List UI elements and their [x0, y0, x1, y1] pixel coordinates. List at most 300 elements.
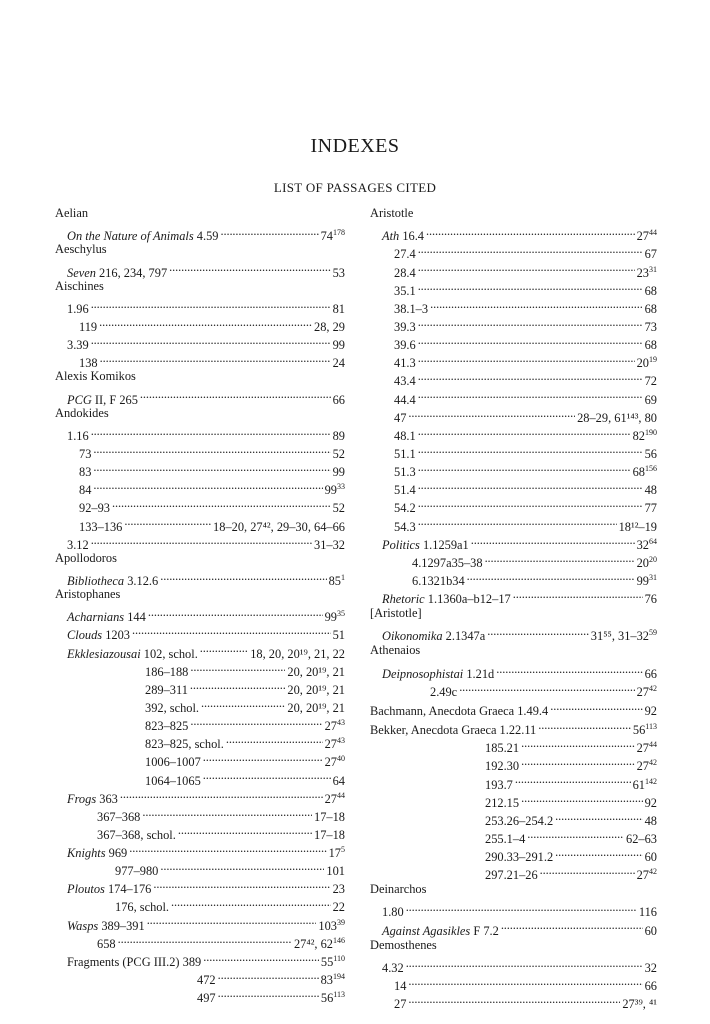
- entry-locus: 392, schol.: [145, 700, 200, 715]
- page-ref: [331, 772, 345, 790]
- entry-label: [67, 790, 120, 808]
- page-ref: [331, 898, 345, 916]
- page-ref: [631, 721, 657, 739]
- work-title: Clouds: [67, 628, 103, 643]
- page-ref: [643, 391, 657, 409]
- entry-locus: 41.3: [394, 356, 416, 371]
- entry-label: [394, 445, 418, 463]
- page-number: 20, 20¹⁹, 21: [287, 700, 345, 715]
- page-ref: [331, 499, 345, 517]
- page-number: 27: [324, 737, 337, 752]
- entry-label: [394, 372, 418, 390]
- page-number: 68: [644, 301, 657, 316]
- leader-dots: [459, 678, 634, 696]
- leader-dots: [418, 349, 635, 367]
- work-title: Acharnians: [67, 610, 125, 625]
- footnote-ref: 64: [649, 536, 657, 546]
- index-entry: [55, 422, 345, 443]
- leader-dots: [218, 966, 319, 984]
- entry-locus: 186–188: [145, 664, 189, 679]
- index-entry: [370, 404, 657, 425]
- leader-dots: [408, 972, 642, 990]
- footnote-ref: 35: [337, 609, 345, 619]
- page-ref: [635, 554, 657, 572]
- entry-locus: 1.1360a–b12–17: [424, 592, 511, 607]
- page-ref: [331, 626, 345, 644]
- page-number: 32: [644, 960, 657, 975]
- page-number: 20: [636, 555, 649, 570]
- leader-dots: [538, 716, 631, 734]
- author-name: Alexis Komikos: [55, 369, 136, 384]
- leader-dots: [226, 730, 323, 748]
- leader-dots: [527, 825, 624, 843]
- entry-locus: 216, 234, 797: [95, 265, 168, 280]
- index-entry: [55, 911, 345, 933]
- leader-dots: [203, 948, 319, 966]
- entry-locus: 51.3: [394, 465, 416, 480]
- entry-label: [79, 463, 93, 481]
- entry-locus: 472: [197, 973, 216, 988]
- leader-dots: [521, 752, 635, 770]
- page-number: 18¹²–19: [618, 519, 657, 534]
- index-entry: [370, 972, 657, 994]
- page-number: 20, 20¹⁹, 21: [287, 664, 345, 679]
- page-ref: [643, 922, 657, 940]
- entry-label: [394, 318, 418, 336]
- index-entry: [55, 331, 345, 353]
- page-number: 17–18: [314, 809, 345, 824]
- page-number: 51: [332, 628, 345, 643]
- footnote-ref: 42: [649, 867, 657, 877]
- entry-locus: 2.1347a: [442, 629, 486, 644]
- entry-locus: 297.21–26: [485, 868, 538, 883]
- leader-dots: [406, 898, 637, 916]
- leader-dots: [418, 476, 643, 494]
- leader-dots: [418, 240, 643, 258]
- footnote-ref: 113: [333, 990, 345, 1000]
- page-ref: [643, 977, 657, 995]
- page-number: 99: [636, 573, 649, 588]
- leader-dots: [190, 712, 322, 730]
- page-number: 69: [644, 392, 657, 407]
- entry-locus: 44.4: [394, 392, 416, 407]
- page-number: 66: [644, 666, 657, 681]
- leader-dots: [190, 676, 285, 694]
- footnote-ref: 31: [649, 264, 657, 274]
- page-number: 23: [636, 265, 649, 280]
- entry-locus: 185.21: [485, 741, 520, 756]
- entry-label: [145, 681, 190, 699]
- leader-dots: [418, 331, 643, 349]
- leader-dots: [142, 803, 312, 821]
- page-ref: [331, 463, 345, 481]
- entry-label: [394, 354, 418, 372]
- page-ref: [643, 848, 657, 866]
- leader-dots: [100, 349, 331, 367]
- entry-locus: Bachmann, Anecdota Graeca 1.49.4: [370, 703, 549, 718]
- leader-dots: [418, 367, 643, 385]
- leader-dots: [418, 313, 643, 331]
- entry-label: [394, 481, 418, 499]
- leader-dots: [148, 603, 323, 621]
- leader-dots: [418, 458, 631, 476]
- page-ref: [331, 880, 345, 898]
- leader-dots: [112, 494, 331, 512]
- footnote-ref: 33: [337, 482, 345, 492]
- page-ref: [331, 354, 345, 372]
- page-number: 53: [332, 265, 345, 280]
- page-number: 48: [644, 813, 657, 828]
- index-entry: [55, 313, 345, 334]
- author-name: Athenaios: [370, 643, 421, 658]
- leader-dots: [540, 861, 635, 879]
- work-title: Deipnosophistai: [382, 666, 464, 681]
- index-author: [370, 604, 657, 622]
- entry-locus: 27.4: [394, 247, 416, 262]
- entry-locus: 39.6: [394, 338, 416, 353]
- entry-label: [394, 518, 418, 536]
- page-number: 64: [332, 773, 345, 788]
- entry-locus: 389–391: [98, 918, 145, 933]
- entry-label: [67, 953, 203, 971]
- entry-locus: 367–368, schol.: [97, 827, 176, 842]
- leader-dots: [550, 697, 642, 715]
- footnote-ref: 40: [337, 754, 345, 764]
- left-column: [55, 204, 345, 1006]
- entry-label: [145, 717, 190, 735]
- footnote-ref: 110: [333, 953, 345, 963]
- page-number: 61: [632, 777, 645, 792]
- entry-locus: 367–368: [97, 809, 141, 824]
- page-number: 31⁵⁵, 31–32: [590, 629, 649, 644]
- index-entry: [55, 295, 345, 316]
- entry-locus: 73: [79, 446, 92, 461]
- leader-dots: [418, 440, 643, 458]
- author-name: Aischines: [55, 278, 104, 293]
- leader-dots: [129, 839, 326, 857]
- author-name: Aelian: [55, 206, 89, 220]
- leader-dots: [485, 549, 635, 567]
- leader-dots: [418, 494, 643, 512]
- leader-dots: [132, 621, 331, 639]
- leader-dots: [153, 875, 330, 893]
- leader-dots: [406, 954, 643, 972]
- page-number: 28–29, 61¹⁴³, 80: [577, 410, 657, 425]
- index-entry: [370, 622, 657, 644]
- page-number: 27: [324, 719, 337, 734]
- footnote-ref: 156: [645, 464, 657, 474]
- author-name: [Aristotle]: [370, 606, 422, 621]
- page-ref: [323, 735, 345, 753]
- entry-locus: 28.4: [394, 265, 416, 280]
- entry-label: [67, 427, 91, 445]
- page-number: 66: [644, 979, 657, 994]
- entry-locus: 497: [197, 991, 216, 1006]
- page-number: 22: [332, 900, 345, 915]
- page-ref: [635, 866, 657, 884]
- page-number: 27: [636, 229, 649, 244]
- entry-label: [67, 880, 153, 898]
- leader-dots: [487, 622, 589, 640]
- page-number: 52: [332, 501, 345, 516]
- entry-locus: 3.39: [67, 338, 89, 353]
- leader-dots: [555, 843, 642, 861]
- leader-dots: [408, 990, 620, 1008]
- leader-dots: [430, 295, 643, 313]
- leader-dots: [160, 857, 324, 875]
- index-author: [55, 367, 345, 385]
- index-author: [55, 585, 345, 603]
- page-number: 27: [324, 791, 337, 806]
- author-name: Apollodoros: [55, 550, 117, 565]
- page-ref: [589, 627, 657, 645]
- index-entry: [55, 385, 345, 407]
- index-entry: [55, 458, 345, 480]
- entry-label: [197, 971, 218, 989]
- index-entry: [370, 697, 657, 718]
- page-ref: [331, 264, 345, 282]
- entry-locus: 192.30: [485, 759, 520, 774]
- leader-dots: [471, 531, 635, 549]
- leader-dots: [521, 734, 635, 752]
- leader-dots: [426, 222, 635, 240]
- leader-dots: [120, 785, 323, 803]
- index-entry: [55, 730, 345, 752]
- page-number: 24: [332, 356, 345, 371]
- page-ref: [327, 844, 345, 862]
- entry-locus: 27: [394, 997, 407, 1012]
- entry-label: [394, 427, 418, 445]
- page-number: 27: [324, 755, 337, 770]
- footnote-ref: 43: [337, 736, 345, 746]
- entry-locus: 969: [105, 846, 128, 861]
- leader-dots: [147, 911, 317, 929]
- page-number: 52: [332, 446, 345, 461]
- page-number: 60: [644, 923, 657, 938]
- entry-locus: 39.3: [394, 319, 416, 334]
- right-column: [370, 204, 657, 1012]
- leader-dots: [201, 694, 285, 712]
- page-ref: [635, 757, 657, 775]
- index-entry: [370, 916, 657, 938]
- page-number: 56: [320, 991, 334, 1006]
- footnote-ref: 44: [649, 740, 657, 750]
- work-title: Politics: [382, 537, 420, 552]
- entry-locus: 119: [79, 319, 98, 334]
- page-ref: [312, 536, 345, 554]
- entry-locus: Fragments (PCG III.2) 389: [67, 954, 202, 969]
- index-author: [55, 277, 345, 295]
- page-number: 18–20, 27⁴², 29–30, 64–66: [213, 519, 345, 534]
- entry-locus: 289–311: [145, 682, 188, 697]
- page-number: 66: [332, 392, 345, 407]
- page-number: 101: [326, 864, 345, 879]
- index-entry: [55, 258, 345, 280]
- work-title: Ath: [382, 229, 400, 244]
- leader-dots: [93, 440, 330, 458]
- entry-label: [394, 995, 408, 1013]
- entry-locus: 14: [394, 979, 407, 994]
- page-number: 74: [320, 229, 333, 244]
- entry-locus: 290.33–291.2: [485, 850, 554, 865]
- entry-locus: 138: [79, 356, 98, 371]
- author-name: Aeschylus: [55, 242, 107, 257]
- page-ref: [643, 445, 657, 463]
- index-entry: [55, 349, 345, 371]
- page-ref: [643, 282, 657, 300]
- page-number: 27: [636, 868, 649, 883]
- page-number: 72: [644, 374, 657, 389]
- entry-label: [394, 499, 418, 517]
- page-ref: [643, 336, 657, 354]
- page-number: 85: [328, 573, 341, 588]
- index-entry: [55, 440, 345, 461]
- entry-label: [67, 300, 91, 318]
- entry-locus: 3.12.6: [124, 573, 159, 588]
- entry-label: [79, 481, 93, 499]
- page-number: 27⁴², 62: [293, 936, 333, 951]
- entry-label: [370, 721, 538, 739]
- entry-label: [67, 626, 132, 644]
- page-number: 56: [644, 446, 657, 461]
- page-number: 82: [632, 428, 645, 443]
- index-entry: [55, 875, 345, 897]
- entry-label: [394, 282, 418, 300]
- entry-locus: 212.15: [485, 795, 520, 810]
- page-number: 99: [332, 338, 345, 353]
- work-title: PCG: [67, 392, 92, 407]
- leader-dots: [203, 766, 331, 784]
- entry-locus: 1.80: [382, 905, 404, 920]
- entry-label: [145, 663, 190, 681]
- work-title: Ekklesiazousai: [67, 646, 141, 661]
- entry-locus: Bekker, Anecdota Graeca 1.22.11: [370, 723, 537, 738]
- entry-locus: 255.1–4: [485, 831, 526, 846]
- page-ref: [319, 227, 345, 245]
- index-entry: [55, 531, 345, 552]
- page-number: 67: [644, 247, 657, 262]
- entry-locus: 133–136: [79, 519, 123, 534]
- entry-locus: II, F 265: [91, 392, 138, 407]
- entry-locus: 658: [97, 936, 116, 951]
- leader-dots: [124, 512, 211, 530]
- leader-dots: [203, 748, 323, 766]
- index-entry: [55, 476, 345, 498]
- page-ref: [331, 391, 345, 409]
- leader-dots: [91, 422, 331, 440]
- page-ref: [323, 717, 345, 735]
- footnote-ref: 42: [649, 683, 657, 693]
- footnote-ref: 20: [649, 554, 657, 564]
- leader-dots: [418, 385, 643, 403]
- page-number: 62–63: [626, 831, 657, 846]
- entry-locus: 2.49c: [430, 684, 458, 699]
- entry-locus: 38.1–3: [394, 301, 429, 316]
- author-name: Deinarchos: [370, 882, 427, 897]
- entry-locus: 4.59: [193, 229, 219, 244]
- leader-dots: [467, 567, 635, 585]
- page-number: 99: [324, 610, 337, 625]
- entry-label: [67, 645, 200, 663]
- work-title: Ploutos: [67, 882, 105, 897]
- leader-dots: [418, 512, 617, 530]
- leader-dots: [91, 531, 312, 549]
- entry-locus: 54.2: [394, 501, 416, 516]
- entry-label: [412, 572, 467, 590]
- leader-dots: [140, 385, 331, 403]
- entry-label: [485, 794, 521, 812]
- leader-dots: [418, 422, 631, 440]
- work-title: Wasps: [67, 918, 99, 933]
- entry-label: [382, 536, 471, 554]
- page-number: 81: [332, 301, 345, 316]
- work-title: Against Agasikles: [382, 923, 471, 938]
- page-ref: [643, 499, 657, 517]
- leader-dots: [169, 258, 330, 276]
- leader-dots: [515, 770, 631, 788]
- entry-locus: 363: [96, 791, 118, 806]
- entry-locus: 4.32: [382, 960, 404, 975]
- page-number: 23: [332, 882, 345, 897]
- page-ref: [331, 427, 345, 445]
- leader-dots: [513, 585, 643, 603]
- entry-locus: 174–176: [104, 882, 152, 897]
- index-entry: [370, 954, 657, 975]
- page-ref: [316, 917, 345, 935]
- entry-label: [485, 776, 515, 794]
- page-number: 116: [638, 905, 657, 920]
- page-number: 83: [320, 973, 333, 988]
- page-ref: [643, 794, 657, 812]
- entry-label: [485, 739, 521, 757]
- entry-locus: 1.21d: [463, 666, 495, 681]
- entry-locus: 1.1259a1: [419, 537, 469, 552]
- footnote-ref: 194: [333, 972, 345, 982]
- entry-label: [394, 336, 418, 354]
- entry-locus: 1006–1007: [145, 755, 201, 770]
- leader-dots: [501, 916, 643, 934]
- footnote-ref: 19: [649, 355, 657, 365]
- entry-label: [67, 844, 129, 862]
- page-number: 89: [332, 428, 345, 443]
- index-author: [370, 936, 657, 954]
- work-title: On the Nature of Animals: [67, 229, 194, 244]
- entry-label: [382, 959, 406, 977]
- entry-label: [79, 499, 112, 517]
- index-entry: [370, 660, 657, 681]
- entry-label: [145, 753, 203, 771]
- leader-dots: [178, 821, 312, 839]
- entry-locus: 84: [79, 483, 92, 498]
- page-ref: [331, 445, 345, 463]
- page-ref: [643, 245, 657, 263]
- entry-label: [97, 808, 142, 826]
- page-ref: [319, 989, 345, 1007]
- entry-label: [394, 409, 408, 427]
- page-number: 55: [320, 954, 334, 969]
- entry-locus: 253.26–254.2: [485, 813, 554, 828]
- entry-label: [67, 336, 91, 354]
- entry-label: [197, 989, 218, 1007]
- leader-dots: [200, 639, 248, 657]
- entry-locus: 1.96: [67, 301, 89, 316]
- entry-locus: 1064–1065: [145, 773, 201, 788]
- footnote-ref: 113: [645, 722, 657, 732]
- author-name: Aristophanes: [55, 586, 121, 601]
- index-author: [55, 204, 345, 222]
- entry-label: [394, 977, 408, 995]
- leader-dots: [218, 984, 319, 1002]
